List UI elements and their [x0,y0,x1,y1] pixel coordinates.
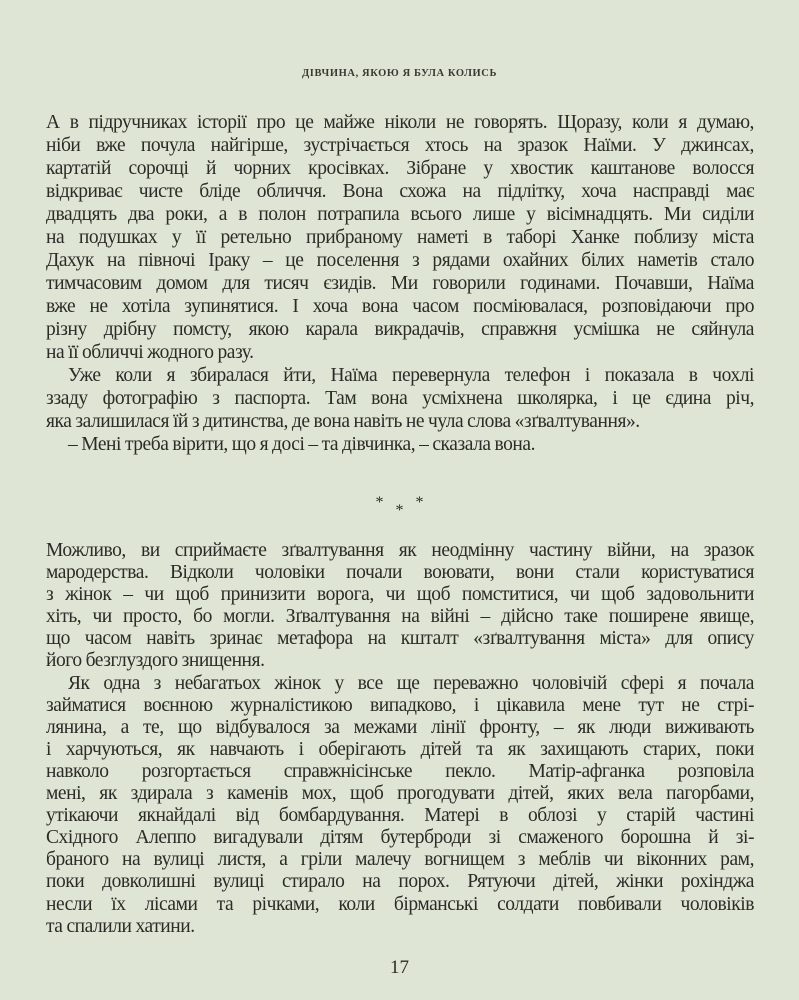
text-line: вже не хотіла зупинятися. І хоча вона часом посміювалася, розповідаючи про [46,296,754,317]
text-line: ззаду фотографію з паспорта. Там вона усміхнена школярка, і це єдина річ, [46,388,754,409]
text-line: різну дрібну помсту, якою карала викрадачів, справжня усмішка не сяйнула [46,319,754,340]
text-line: браного на вулиці листя, а гріли малечу вогнищем з меблів чи віконних рам, [46,849,754,871]
text-line: на її обличчі жодного разу. [46,342,254,363]
paragraph [46,111,754,364]
text-line: тимчасовим домом для тисяч єзидів. Ми говорили годинами. Почавши, Наїма [46,273,754,294]
text-line: і харчуються, як навчають і оберігають дітей та як захищають старих, поки [46,738,754,760]
text-line: та спалили хатини. [46,915,195,937]
text-line: навколо розгортається справжнісінське пекло. Матір-афганка розповіла [46,760,754,782]
text-line: картатій сорочці й чорних кросівках. Зібране у хвостик каштанове волосся [46,158,754,179]
page-number: 17 [390,957,409,978]
text-line: – Мені треба вірити, що я досі – та дівчинка, – сказала вона. [68,434,536,455]
text-line: відкриває чисте бліде обличчя. Вона схожа на підлітку, хоча насправді має [46,181,754,202]
section-break-asterism [0,494,799,519]
paragraph [46,433,754,456]
text-line: мародерства. Відколи чоловіки почали воювати, вони стали користуватися [46,562,754,584]
running-head: ДІВЧИНА, ЯКОЮ Я БУЛА КОЛИСЬ [301,68,498,79]
paragraph [46,540,754,673]
text-line: поки довколишні вулиці стирало на порох. Рятуючи дітей, жінки рохінджа [46,871,754,893]
text-line: лянина, а те, що відбувалося за межами лінії фронту, – як люди виживають [46,716,754,738]
text-line: Можливо, ви сприймаєте зґвалтування як неодмінну частину війни, на зразок [46,540,754,561]
text-line: займатися воєнною журналістикою випадково, і цікавила мене тут не стрі- [46,694,754,716]
text-line: ніби вже почула найгірше, зустрічається хтось на зразок Наїми. У джинсах, [46,135,754,156]
paragraph [46,364,754,433]
asterisk: * [415,494,424,511]
text-line: Східного Алеппо вигадували дітям бутерброди зі смаженого борошна й зі- [46,827,754,849]
text-line: яка залишилася їй з дитинства, де вона навіть не чула слова «зґвалтування». [46,411,640,432]
asterisk: * [395,502,404,519]
text-line: Уже коли я збиралася йти, Наїма перевернула телефон і показала в чохлі [68,365,754,386]
text-line: А в підручниках історії про це майже ніколи не говорять. Щоразу, коли я думаю, [46,112,754,133]
text-line: двадцять два роки, а в полон потрапила всього лише у вісімнадцять. Ми сиділи [46,204,754,225]
text-line: утікаючи якнайдалі від бомбардування. Матері в облозі у старій частині [46,805,754,827]
section-1-text [46,111,754,456]
section-2-text [46,540,754,938]
text-line: Дахук на півночі Іраку – це поселення з рядами охайних білих наметів стало [46,250,754,271]
text-line: на подушках у її ретельно прибраному наметі в таборі Ханке поблизу міста [46,227,754,248]
text-line: що часом навіть зринає метафора на кшталт «зґвалтування міста» для опису [46,628,754,650]
paragraph [46,673,754,938]
text-line: з жінок – чи щоб принизити ворога, чи щоб помститися, чи щоб задовольнити [46,584,754,606]
text-line: несли їх лісами та річками, коли бірманські солдати повбивали чоловіків [46,893,754,915]
text-line: хіть, чи просто, бо могли. Зґвалтування на війні – дійсно таке поширене явище, [46,606,754,628]
text-line: його безглуздого знищення. [46,650,265,672]
text-line: Як одна з небагатьох жінок у все ще переважно чоловічій сфері я почала [68,672,754,694]
asterisk: * [375,494,384,511]
text-line: мені, як здирала з каменів мох, щоб прогодувати дітей, яких вела пагорбами, [46,783,754,805]
